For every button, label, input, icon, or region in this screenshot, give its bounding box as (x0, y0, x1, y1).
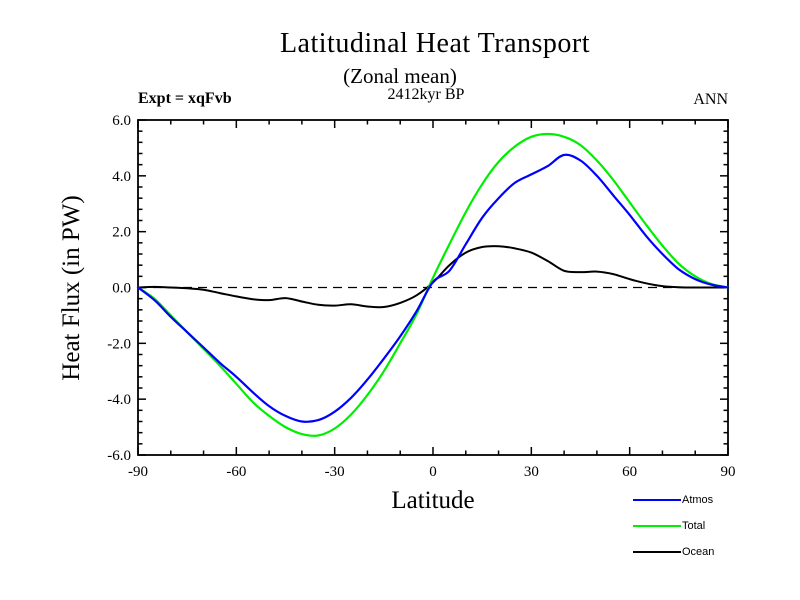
page-subtitle: (Zonal mean) (343, 64, 457, 88)
experiment-label: Expt = xqFvb (138, 90, 232, 107)
x-axis-title: Latitude (391, 487, 475, 514)
x-tick-label: 90 (720, 464, 736, 480)
y-tick-label: 6.0 (112, 113, 131, 129)
season-label: ANN (693, 91, 728, 108)
page-title: Latitudinal Heat Transport (279, 28, 591, 59)
legend-entry-atmos (633, 487, 714, 513)
series-line-total (138, 134, 728, 436)
x-tick-label: -90 (128, 464, 148, 480)
legend-label: Atmos (682, 494, 714, 506)
series-line-atmos (138, 155, 728, 422)
x-tick-label: -60 (226, 464, 247, 480)
legend-line-atmos (633, 499, 681, 501)
y-tick-label: 2.0 (112, 224, 131, 241)
y-tick-label: 4.0 (112, 168, 131, 185)
legend-label: Ocean (682, 546, 715, 558)
legend-line-ocean (633, 551, 681, 553)
y-tick-label: -4.0 (107, 392, 131, 409)
x-tick-label: 30 (523, 464, 539, 480)
legend-entry-total (633, 513, 714, 539)
legend-entry-ocean (633, 539, 714, 565)
y-tick-label: 0.0 (112, 280, 131, 297)
y-tick-label: -6.0 (107, 448, 131, 464)
chart-legend (633, 487, 714, 565)
x-tick-label: 0 (429, 464, 437, 480)
legend-line-total (633, 525, 681, 527)
time-label: 2412kyr BP (387, 86, 465, 103)
y-axis-title: Heat Flux (in PW) (58, 195, 85, 381)
x-tick-label: -30 (324, 464, 345, 480)
legend-label: Total (682, 520, 706, 532)
x-tick-label: 60 (622, 464, 638, 480)
y-tick-label: -2.0 (107, 336, 131, 353)
